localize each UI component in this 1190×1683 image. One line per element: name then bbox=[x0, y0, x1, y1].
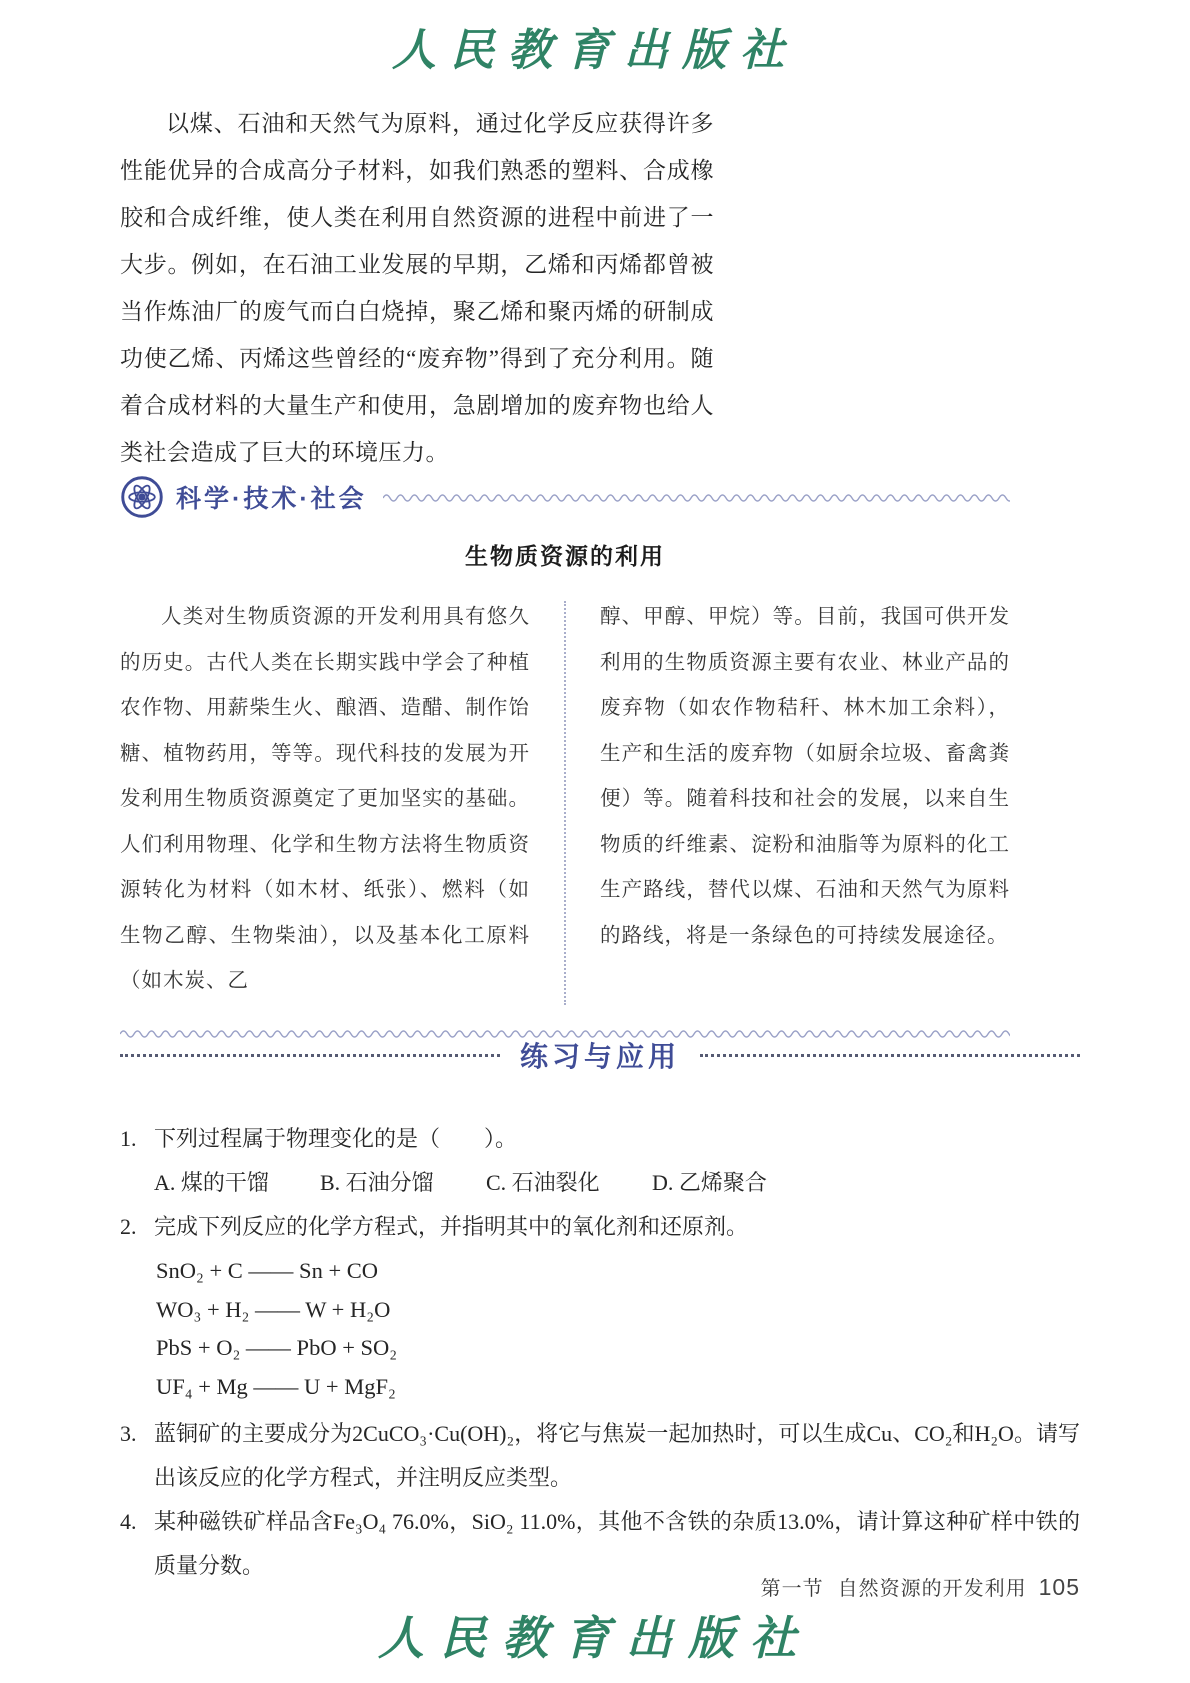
exercise-text: 完成下列反应的化学方程式，并指明其中的氧化剂和还原剂。 bbox=[154, 1214, 749, 1239]
option-a: A. 煤的干馏 bbox=[154, 1170, 269, 1195]
option-c: C. 石油裂化 bbox=[486, 1170, 600, 1195]
exercise-body bbox=[154, 1412, 1080, 1500]
article-title: 生物质资源的利用 bbox=[465, 543, 665, 569]
sts-section bbox=[120, 472, 1010, 1039]
equation-line: SnO₂ + C —— Sn + CO bbox=[156, 1258, 379, 1283]
exercises-section bbox=[120, 1035, 1080, 1588]
equation-line: UF₄ + Mg —— U + MgF₂ bbox=[156, 1373, 396, 1399]
article-right-column: 醇、甲醇、甲烷）等。目前，我国可供开发利用的生物质资源主要有农业、林业产品的废弃物（如农作物秸秆、林木加工余料），生产和生活的废弃物（如厨余垃圾、畜禽粪便）等。随着科技和社会的发展，以来自生物质的纤维素、淀粉和油脂等为原料的化工生产路线，替代以煤、石油和天然气为原料的路线，将是一条绿色的可持续发展途径。 bbox=[600, 606, 1010, 947]
page-number: 105 bbox=[1038, 1574, 1080, 1600]
footer-section-label: 第一节 bbox=[760, 1578, 824, 1600]
sts-header-label: 科学·技术·社会 bbox=[176, 485, 367, 513]
exercise-list bbox=[120, 1117, 1080, 1588]
publisher-logo-bottom: 人民教育出版社 bbox=[378, 1611, 812, 1665]
exercise-options bbox=[154, 1161, 1080, 1205]
exercise-text: 下列过程属于物理变化的是（ ）。 bbox=[154, 1126, 518, 1151]
exercise-number: 3. bbox=[120, 1421, 137, 1446]
column-divider bbox=[564, 601, 566, 1005]
two-column-article bbox=[120, 595, 1010, 1005]
intro-paragraph: 以煤、石油和天然气为原料，通过化学反应获得许多性能优异的合成高分子材料，如我们熟悉的塑料、合成橡胶和合成纤维，使人类在利用自然资源的进程中前进了一大步。例如，在石油工业发展的早期，乙烯和丙烯都曾被当作炼油厂的废气而白白烧掉，聚乙烯和聚丙烯的研制成功使乙烯、丙烯这些曾经的“废弃物”得到了充分利用。随着合成材料的大量生产和使用，急剧增加的废弃物也给人类社会造成了巨大的环境压力。 bbox=[120, 111, 714, 465]
exercise-item-1 bbox=[120, 1117, 1080, 1205]
exercise-body bbox=[154, 1117, 1080, 1205]
exercise-item-3 bbox=[120, 1412, 1080, 1500]
equation-line: WO₃ + H₂ —— W + H₂O bbox=[156, 1296, 391, 1322]
exercises-header: 练习与应用 bbox=[520, 1041, 681, 1072]
option-b: B. 石油分馏 bbox=[320, 1170, 434, 1195]
exercise-number: 1. bbox=[120, 1126, 137, 1151]
exercise-text: 蓝铜矿的主要成分为2CuCO₃·Cu(OH)₂，将它与焦炭一起加热时，可以生成Cu、CO₂和H₂O。请写出该反应的化学方程式，并注明反应类型。 bbox=[154, 1421, 1080, 1490]
page-footer bbox=[761, 1572, 1080, 1601]
exercises-header-row bbox=[120, 1035, 1080, 1075]
footer-section-title: 自然资源的开发利用 bbox=[837, 1578, 1027, 1600]
sts-header bbox=[120, 472, 1010, 522]
exercise-text: 某种磁铁矿样品含Fe₃O₄ 76.0%，SiO₂ 11.0%，其他不含铁的杂质13.0%，请计算这种矿样中铁的质量分数。 bbox=[154, 1509, 1080, 1578]
exercise-number: 2. bbox=[120, 1214, 137, 1239]
exercise-body bbox=[154, 1205, 1080, 1412]
atom-icon bbox=[120, 475, 164, 519]
dotted-line-left bbox=[120, 1054, 500, 1057]
wavy-line-top bbox=[383, 491, 1010, 503]
option-d: D. 乙烯聚合 bbox=[652, 1170, 767, 1195]
equation-block bbox=[156, 1252, 1080, 1406]
exercise-number: 4. bbox=[120, 1509, 137, 1534]
publisher-logo-top: 人民教育出版社 bbox=[392, 25, 798, 76]
exercise-item-2 bbox=[120, 1205, 1080, 1412]
article-left-column: 人类对生物质资源的开发利用具有悠久的历史。古代人类在长期实践中学会了种植农作物、用薪柴生火、酿酒、造醋、制作饴糖、植物药用，等等。现代科技的发展为开发利用生物质资源奠定了更加坚实的基础。人们利用物理、化学和生物方法将生物质资源转化为材料（如木材、纸张）、燃料（如生物乙醇、生物柴油），以及基本化工原料（如木炭、乙 bbox=[120, 606, 530, 992]
equation-line: PbS + O₂ —— PbO + SO₂ bbox=[156, 1335, 398, 1360]
dotted-line-right bbox=[700, 1054, 1080, 1057]
